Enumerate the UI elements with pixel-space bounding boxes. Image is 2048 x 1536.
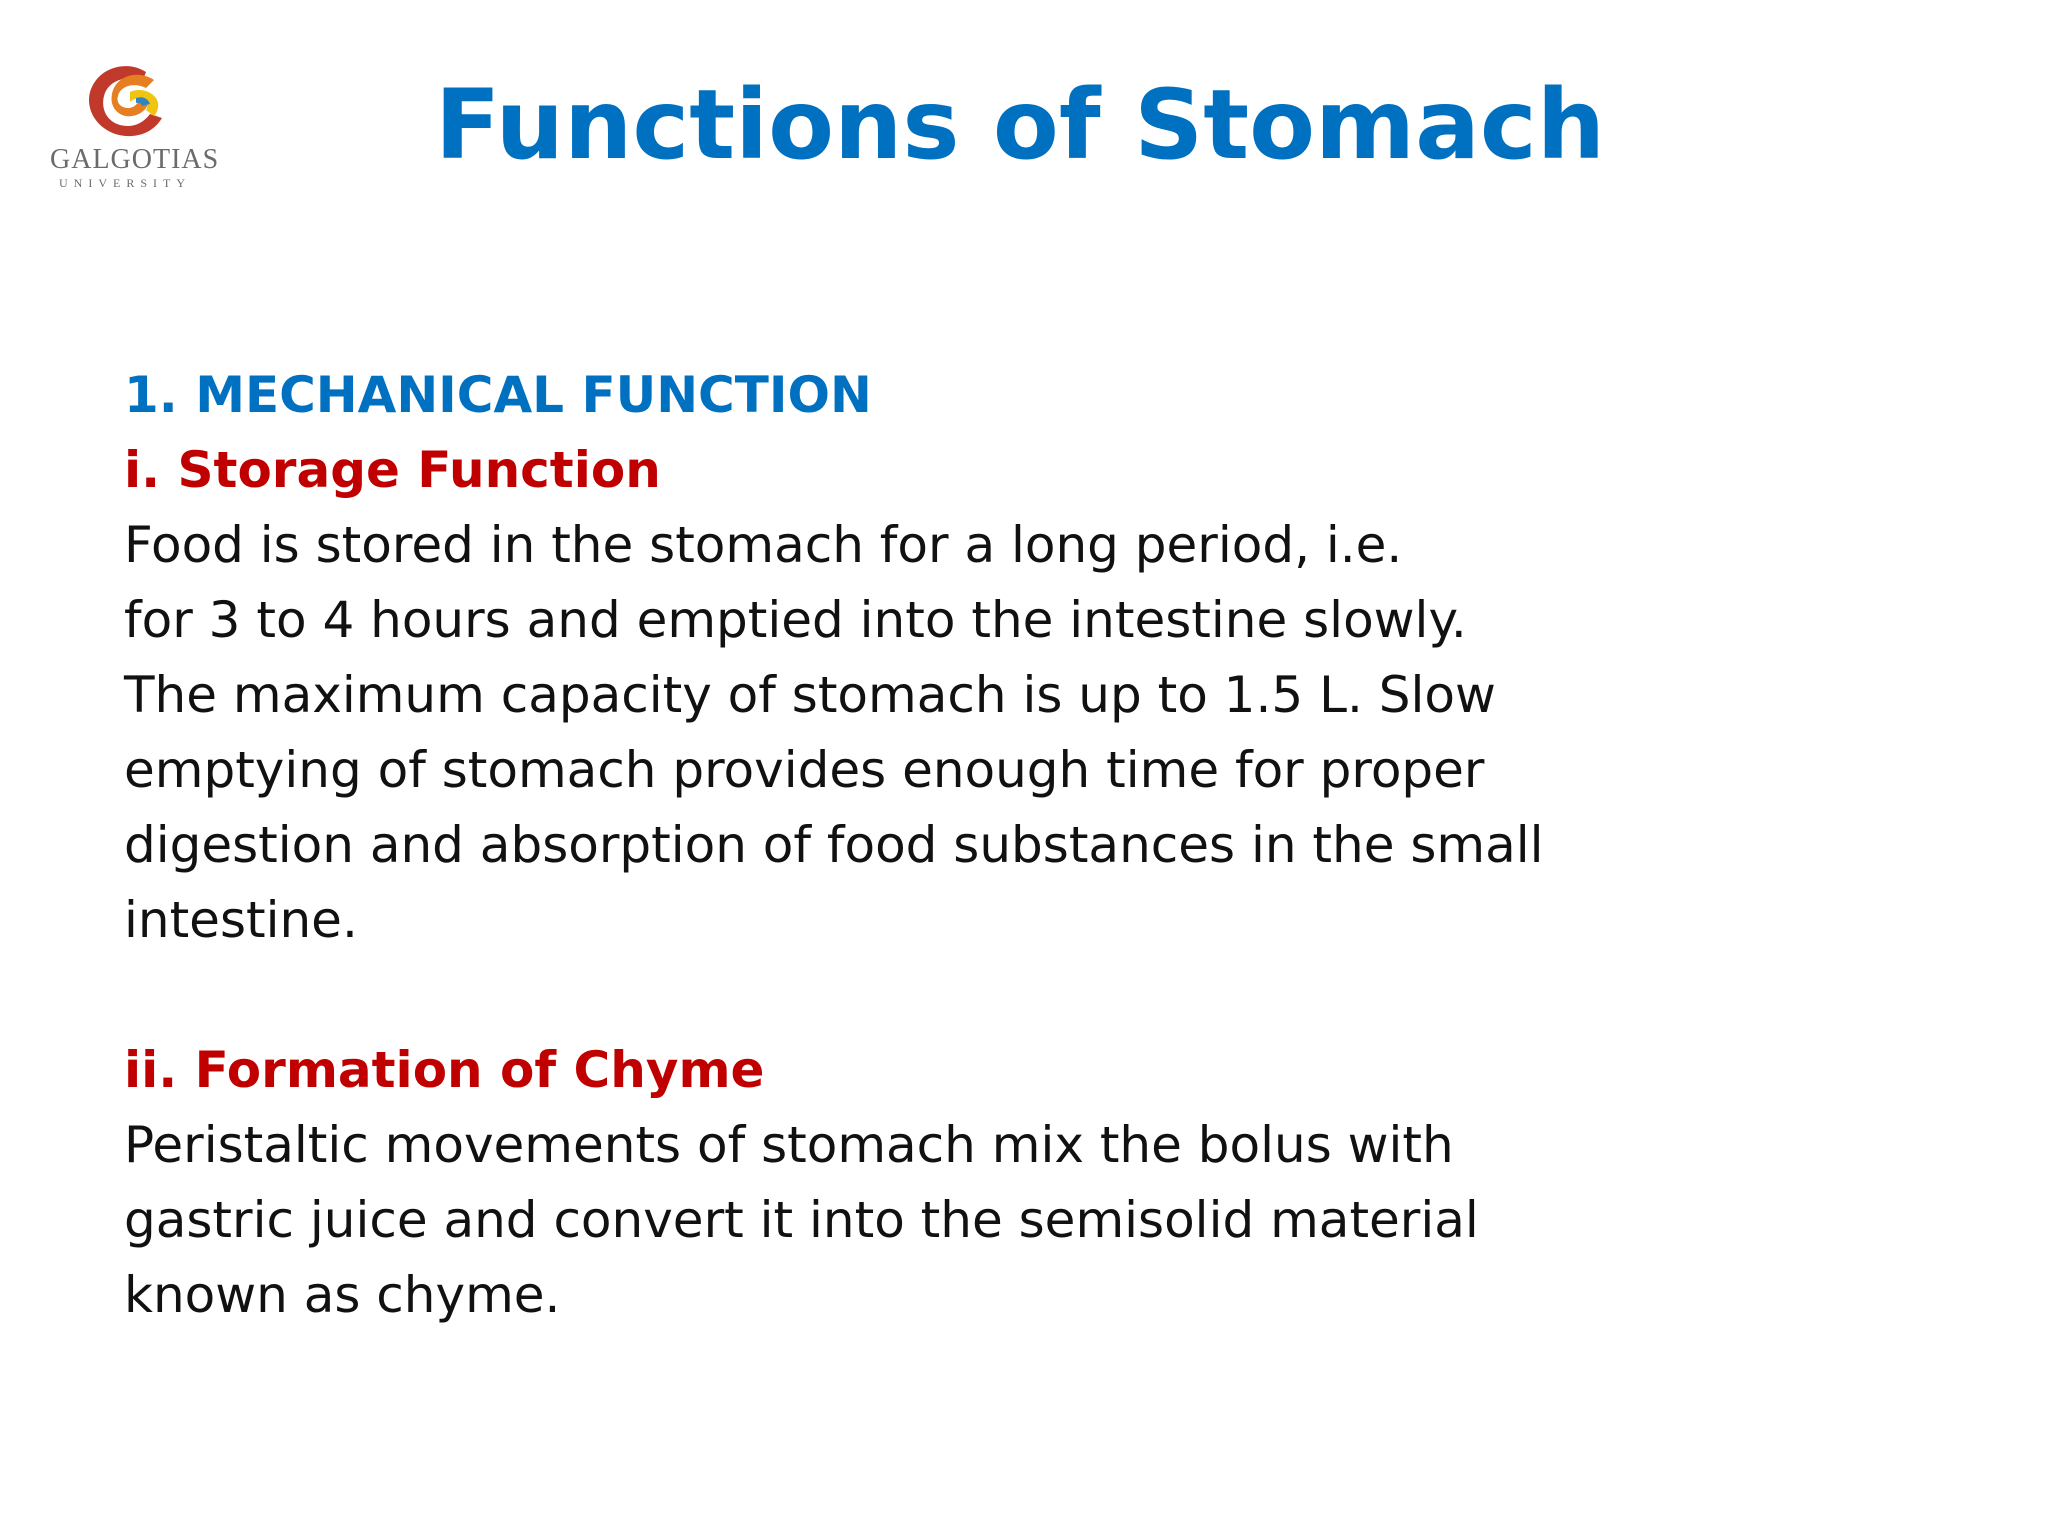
slide-content bbox=[124, 358, 1724, 1333]
paragraph-spacer bbox=[124, 958, 1724, 1033]
logo-subtitle: UNIVERSITY bbox=[59, 176, 191, 190]
body-line: gastric juice and convert it into the semisolid material bbox=[124, 1191, 1479, 1249]
body-line: known as chyme. bbox=[124, 1266, 561, 1324]
body-line: for 3 to 4 hours and emptied into the intestine slowly. bbox=[124, 591, 1467, 649]
subsection-heading-chyme: ii. Formation of Chyme bbox=[124, 1041, 765, 1099]
body-line: emptying of stomach provides enough time for proper bbox=[124, 741, 1485, 799]
body-line: intestine. bbox=[124, 891, 358, 949]
university-logo bbox=[50, 58, 220, 190]
body-line: Peristaltic movements of stomach mix the bolus with bbox=[124, 1116, 1454, 1174]
section-heading: 1. MECHANICAL FUNCTION bbox=[124, 366, 872, 424]
body-line: Food is stored in the stomach for a long period, i.e. bbox=[124, 516, 1403, 574]
logo-name: GALGOTIAS bbox=[50, 144, 220, 175]
slide-title: Functions of Stomach bbox=[434, 69, 1606, 181]
subsection-heading-storage: i. Storage Function bbox=[124, 441, 661, 499]
body-line: digestion and absorption of food substances in the small bbox=[124, 816, 1544, 874]
body-line: The maximum capacity of stomach is up to 1.5 L. Slow bbox=[124, 666, 1496, 724]
galgotias-emblem-icon bbox=[76, 58, 176, 148]
